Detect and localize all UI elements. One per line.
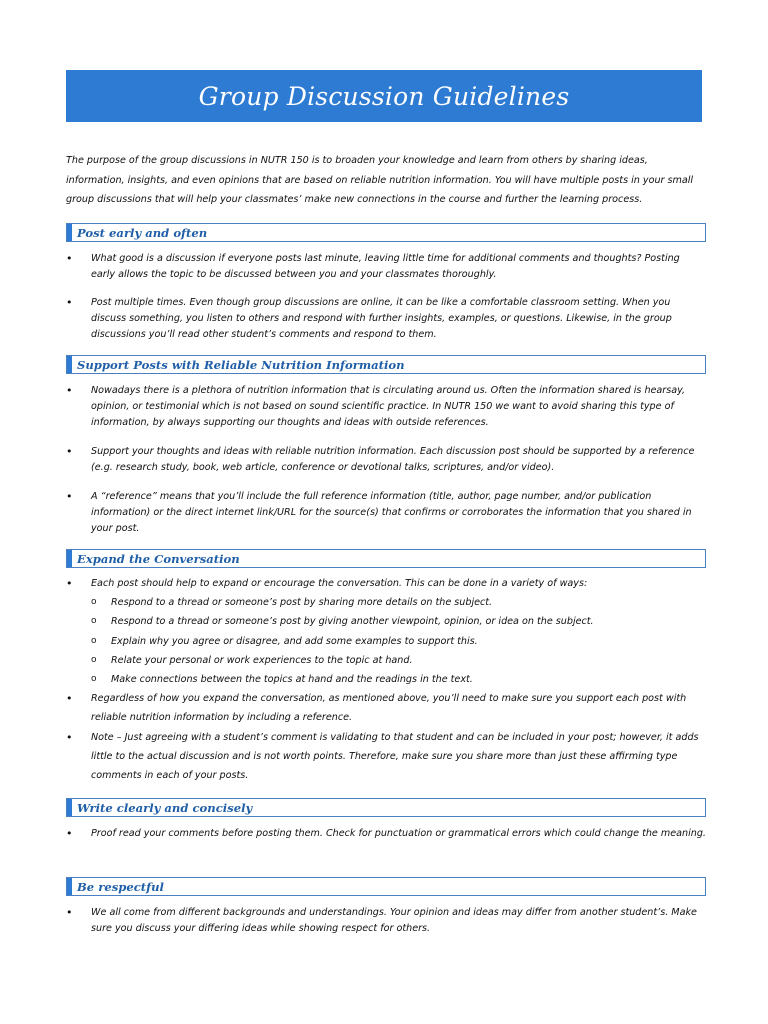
bullet-text: Proof read your comments before posting them. Check for punctuation or grammatical errors which could change the meaning. xyxy=(91,828,706,839)
bullet-text: Each post should help to expand or encourage the conversation. This can be done in a variety of ways: xyxy=(91,578,588,589)
bullet-text: Nowadays there is a plethora of nutrition information that is circulating around us. Often the information shared is hearsay, opinion, or testimonial which is not based on sound scientific practice. In NUTR 150 we want to avoid sharing this type of information, by always supporting our thoughts and ideas with outside references. xyxy=(91,385,686,428)
section-heading-text: Expand the Conversation xyxy=(77,551,240,566)
section-heading-text: Write clearly and concisely xyxy=(77,800,253,815)
bullet-icon: • xyxy=(66,252,73,265)
bullet-list-support-posts xyxy=(66,383,706,537)
bullet-item xyxy=(66,383,706,431)
bullet-list-post-early xyxy=(66,251,706,343)
bullet-list-write-clearly xyxy=(66,824,706,843)
bullet-list-be-respectful xyxy=(66,905,706,937)
bullet-text: We all come from different backgrounds and understandings. Your opinion and ideas may differ from another student’s. Make sure you discuss your differing ideas while showing respect for others. xyxy=(91,907,697,934)
intro-paragraph: The purpose of the group discussions in NUTR 150 is to broaden your knowledge and learn from others by sharing ideas, information, insights, and even opinions that are based on reliable nutrition information. You will have multiple posts in your small group discussions that will help your classmates’ make new connections in the course and further the learning process. xyxy=(66,155,694,206)
bullet-item xyxy=(66,728,706,786)
bullet-text: Note – Just agreeing with a student’s comment is validating to that student and can be included in your post; however, it adds little to the actual discussion and is not worth points. Therefore, make sure you share more than just these affirming type comments in each of your posts. xyxy=(91,731,699,782)
bullet-icon: • xyxy=(66,490,73,503)
sub-list-container xyxy=(66,593,706,689)
sub-bullet-text: Relate your personal or work experiences to the topic at hand. xyxy=(111,654,413,666)
sub-bullet-text: Respond to a thread or someone’s post by giving another viewpoint, opinion, or idea on the subject. xyxy=(111,616,594,628)
sub-bullet-text: Respond to a thread or someone’s post by sharing more details on the subject. xyxy=(111,597,493,609)
bullet-icon: • xyxy=(66,384,73,397)
bullet-text: A “reference” means that you’ll include the full reference information (title, author, page number, and/or publication information) or the direct internet link/URL for the source(s) that confirms or corroborates the information that you shared in your post. xyxy=(91,491,692,534)
bullet-text: Support your thoughts and ideas with reliable nutrition information. Each discussion post should be supported by a reference (e.g. research study, book, web article, conference or devotional talks, scriptures, and/or video). xyxy=(91,446,695,473)
bullet-icon: • xyxy=(66,296,73,309)
section-heading-post-early xyxy=(66,223,706,242)
bullet-item xyxy=(66,905,706,937)
sub-bullet-item xyxy=(66,593,706,612)
bullet-item xyxy=(66,574,706,593)
bullet-icon: • xyxy=(66,692,73,706)
page-title: Group Discussion Guidelines xyxy=(198,81,570,111)
section-heading-write-clearly xyxy=(66,798,706,817)
sub-bullet-list xyxy=(66,593,706,689)
bullet-text: Regardless of how you expand the conversation, as mentioned above, you’ll need to make sure you support each post with reliable nutrition information by including a reference. xyxy=(91,693,687,724)
section-heading-text: Post early and often xyxy=(77,225,208,240)
sub-bullet-icon: o xyxy=(91,674,97,685)
sub-bullet-text: Explain why you agree or disagree, and add some examples to support this. xyxy=(111,635,478,647)
section-heading-support-posts xyxy=(66,355,706,374)
bullet-item xyxy=(66,251,706,283)
sub-bullet-text: Make connections between the topics at hand and the readings in the text. xyxy=(111,674,473,686)
bullet-icon: • xyxy=(66,577,73,590)
section-heading-be-respectful xyxy=(66,877,706,896)
sub-bullet-icon: o xyxy=(91,635,97,646)
section-heading-text: Be respectful xyxy=(77,879,164,894)
sub-bullet-icon: o xyxy=(91,654,97,665)
sub-bullet-item xyxy=(66,612,706,631)
sub-bullet-item xyxy=(66,670,706,689)
bullet-icon: • xyxy=(66,906,73,919)
bullet-item xyxy=(66,689,706,727)
section-heading-expand-conversation xyxy=(66,549,706,568)
bullet-icon: • xyxy=(66,827,73,840)
sub-bullet-icon: o xyxy=(91,597,97,608)
sub-bullet-icon: o xyxy=(91,616,97,627)
bullet-text: Post multiple times. Even though group discussions are online, it can be like a comfortable classroom setting. When you discuss something, you listen to others and respond with further insights, examples, or questions. Likewise, in the group discussions you’ll read other student’s comments and respond to them. xyxy=(91,297,672,340)
bullet-item xyxy=(66,295,706,343)
sub-bullet-item xyxy=(66,651,706,670)
bullet-item xyxy=(66,824,706,843)
bullet-item xyxy=(66,489,706,537)
section-heading-text: Support Posts with Reliable Nutrition Information xyxy=(77,357,405,372)
bullet-icon: • xyxy=(66,445,73,458)
bullet-list-expand-conversation xyxy=(66,574,706,785)
bullet-icon: • xyxy=(66,730,73,744)
bullet-item xyxy=(66,444,706,476)
bullet-text: What good is a discussion if everyone posts last minute, leaving little time for additional comments and thoughts? Posting early allows the topic to be discussed between you and your classmates thoroughly. xyxy=(91,253,680,280)
sub-bullet-item xyxy=(66,632,706,651)
title-banner xyxy=(66,70,702,122)
